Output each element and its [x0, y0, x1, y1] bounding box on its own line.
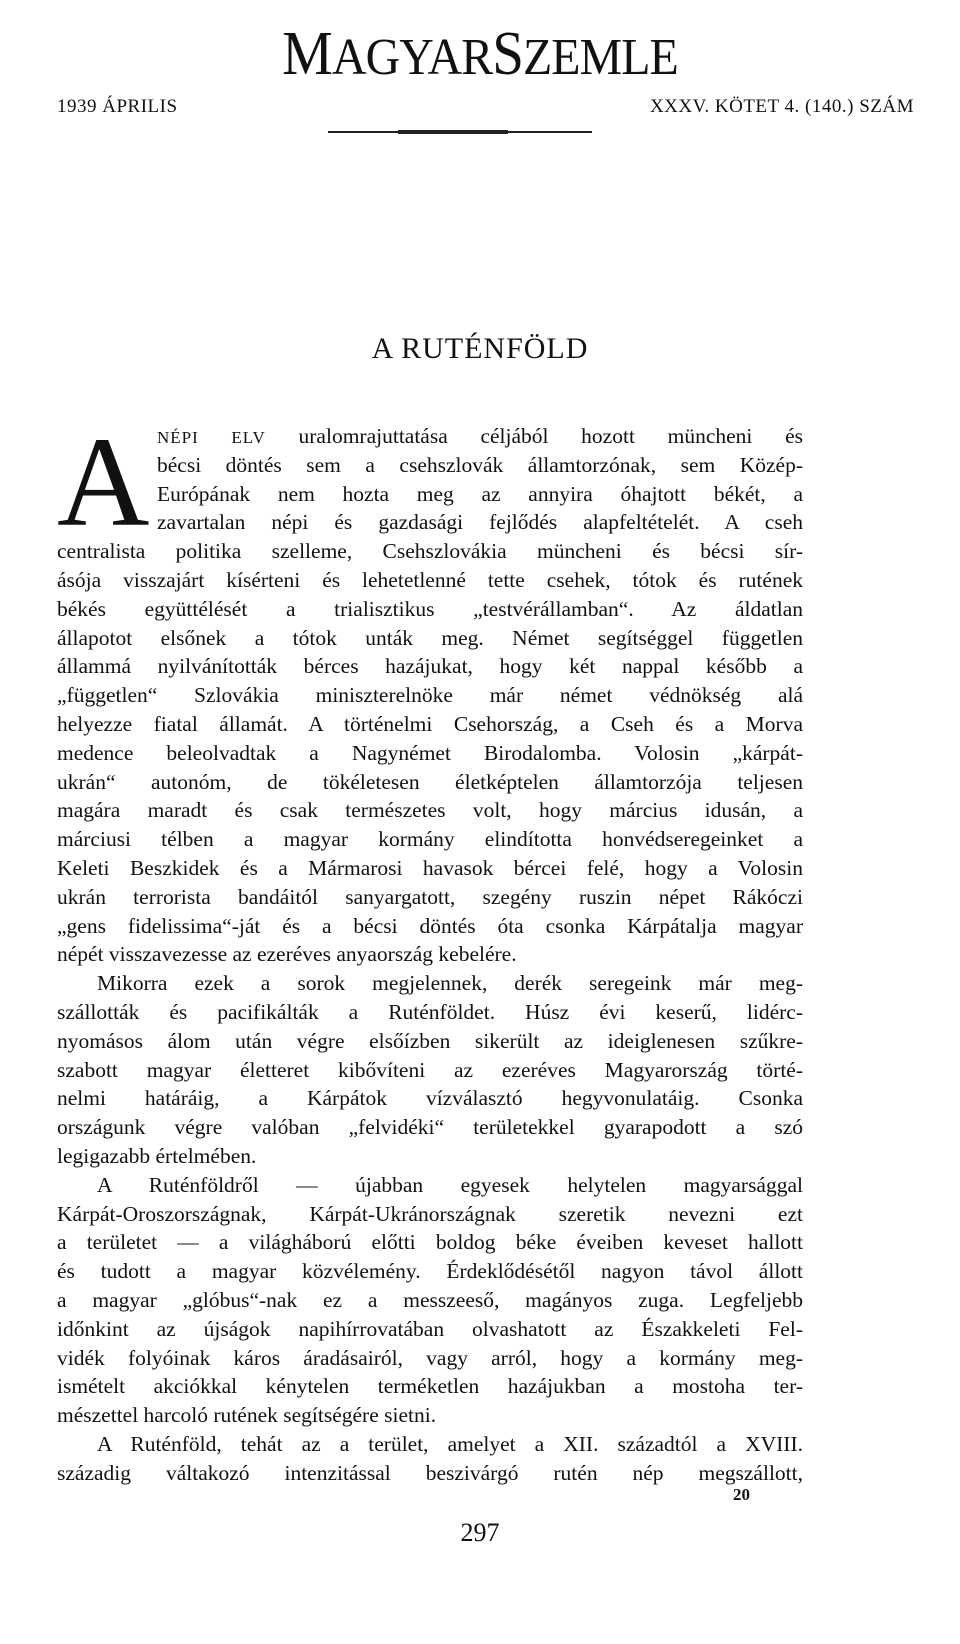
- body-line: állammá nyilvánították bérces hazájukat, hogy két nappal később a: [57, 654, 803, 679]
- body-line: helyezze fiatal államát. A történelmi Csehország, a Cseh és a Morva: [57, 711, 803, 736]
- body-line: időnkint az újságok napihírrovatában olvashatott az Északkeleti Fel-: [57, 1316, 803, 1341]
- article-body: [57, 411, 803, 1487]
- body-line: ukrán“ autonóm, de tökéletesen életképtelen államtorzója teljesen: [57, 769, 803, 794]
- body-line: A Ruténföld, tehát az a terület, amelyet a XII. századtól a XVIII.: [97, 1431, 803, 1456]
- body-line: márciusi télben a magyar kormány elindította honvédseregeinket a: [57, 827, 803, 852]
- journal-masthead: MAGYARSZEMLE: [282, 20, 678, 88]
- body-line: magára maradt és csak természetes volt, hogy március idusán, a: [57, 798, 803, 823]
- body-line: Európának nem hozta meg az annyira óhajtott békét, a: [157, 481, 803, 506]
- body-line: és tudott a magyar közvélemény. Érdeklődésétől nagyon távol állott: [57, 1259, 803, 1284]
- issue-date: 1939 ÁPRILIS: [57, 96, 178, 117]
- body-line: állapotot elsőnek a tótok unták meg. Német segítséggel független: [57, 625, 803, 650]
- body-line: Kárpát-Oroszországnak, Kárpát-Ukránországnak szeretik nevezni ezt: [57, 1201, 803, 1226]
- body-line: vidék folyóinak káros áradásairól, vagy arról, hogy a kormány meg-: [57, 1345, 803, 1370]
- drop-cap: A: [57, 411, 150, 553]
- body-line: Keleti Beszkidek és a Mármarosi havasok bércei felé, hogy a Volosin: [57, 855, 803, 880]
- body-line: NÉPI ELV uralomrajuttatása céljából hozott müncheni és: [157, 424, 803, 448]
- body-line: nyomásos álom után végre elsőízben sikerült az ideiglenesen szűkre-: [57, 1028, 803, 1053]
- body-line: medence beleolvadtak a Nagynémet Birodalomba. Volosin „kárpát-: [57, 740, 803, 765]
- body-line: Mikorra ezek a sorok megjelennek, derék seregeink már meg-: [97, 971, 803, 996]
- body-line: szállották és pacifikálták a Ruténföldet. Húsz évi keserű, lidérc-: [57, 999, 803, 1024]
- page-number: 297: [460, 1518, 500, 1547]
- body-line: századig váltakozó intenzitással beszivárgó rutén nép megszállott,: [57, 1460, 803, 1485]
- body-line: népét visszavezesse az ezeréves anyaország kebelére.: [57, 942, 517, 967]
- body-line: ásója visszajárt kísérteni és lehetetlenné tette csehek, tótok és rutének: [57, 567, 803, 592]
- body-line: országunk végre valóban „felvidéki“ területekkel gyarapodott a szó: [57, 1115, 803, 1140]
- body-line: A Ruténföldről — újabban egyesek helytelen magyarsággal: [97, 1172, 803, 1197]
- body-line: szabott magyar életteret kibővíteni az ezeréves Magyarország törté-: [57, 1057, 803, 1082]
- body-line: mészettel harcoló rutének segítségére sietni.: [57, 1403, 437, 1428]
- article-title: A RUTÉNFÖLD: [371, 332, 589, 365]
- body-line: zavartalan népi és gazdasági fejlődés alapfeltételét. A cseh: [157, 510, 803, 535]
- body-line: „gens fidelissima“-ját és a bécsi döntés óta csonka Kárpátalja magyar: [57, 913, 803, 938]
- body-line: centralista politika szelleme, Csehszlovákia müncheni és bécsi sír-: [57, 539, 803, 564]
- body-line: „független“ Szlovákia miniszterelnöke már német védnökség alá: [57, 683, 803, 708]
- body-line: békés együttélését a trialisztikus „testvérállamban“. Az áldatlan: [57, 596, 803, 621]
- body-line: ukrán terrorista bandáitól sanyargatott, szegény ruszin népet Rákóczi: [57, 884, 803, 909]
- body-line: a területet — a világháború előtti boldog béke éveiben keveset hallott: [57, 1230, 803, 1255]
- body-line: nelmi határáig, a Kárpátok vízválasztó hegyvonulatáig. Csonka: [57, 1086, 803, 1111]
- issue-volume: XXXV. KÖTET 4. (140.) SZÁM: [649, 96, 914, 117]
- header-rule: [328, 131, 592, 133]
- signature-mark: 20: [733, 1485, 750, 1504]
- body-line: bécsi döntés sem a csehszlovák államtorzónak, sem Közép-: [157, 452, 803, 477]
- body-line: a magyar „glóbus“-nak ez a messzeeső, magányos zuga. Legfeljebb: [57, 1287, 803, 1312]
- body-line: ismételt akciókkal kénytelen terméketlen hazájukban a mostoha ter-: [57, 1374, 803, 1399]
- body-line: legigazabb értelmében.: [57, 1143, 257, 1168]
- lead-smallcaps: NÉPI ELV: [157, 428, 266, 447]
